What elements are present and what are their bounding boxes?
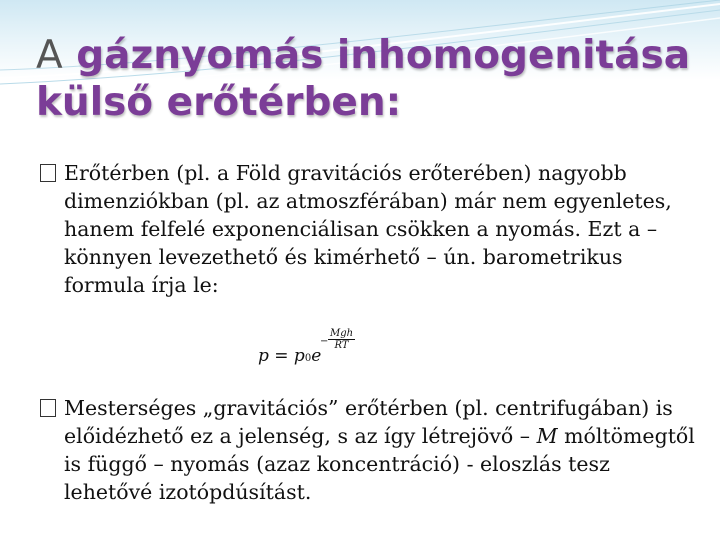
formula-subscript: 0 [304, 353, 312, 364]
formula-minus: − [320, 336, 329, 347]
bullet-marker-icon [40, 164, 56, 182]
formula-exponent [320, 328, 355, 351]
formula-numerator: Mgh [330, 328, 354, 339]
slide-title [36, 32, 696, 126]
bullet-text-before: Mesterséges „gravitációs” erőtérben (pl. centrifugában) is előidézhető ez a jelenség, s az így létrejövő – [64, 396, 673, 448]
title-main: gáznyomás inhomogenitása külső erőtérben: [36, 33, 691, 125]
bullet-marker-icon [40, 399, 56, 417]
formula-lhs: p = p [258, 346, 305, 366]
barometric-formula [258, 326, 368, 372]
bullet-item-barometric [40, 159, 704, 299]
bullet-text-after: móltömegtől is függő – nyomás (azaz koncentráció) - eloszlás tesz lehetővé izotópdúsítást. [64, 424, 695, 504]
bullet-item-centrifuge [40, 394, 704, 506]
title-prefix: A [36, 33, 63, 78]
formula-denominator: RT [334, 340, 349, 351]
formula-main [258, 346, 321, 366]
formula-base: e [311, 346, 322, 366]
bullet-emphasis: M [536, 424, 558, 448]
bullet-text: Erőtérben (pl. a Föld gravitációs erőterében) nagyobb dimenziókban (pl. az atmoszférában) már nem egyenletes, hanem felfelé exponenciálisan csökken a nyomás. Ezt a – könnyen levezethető és kimérhető – ún. barometrikus formula írja le: [64, 161, 672, 297]
